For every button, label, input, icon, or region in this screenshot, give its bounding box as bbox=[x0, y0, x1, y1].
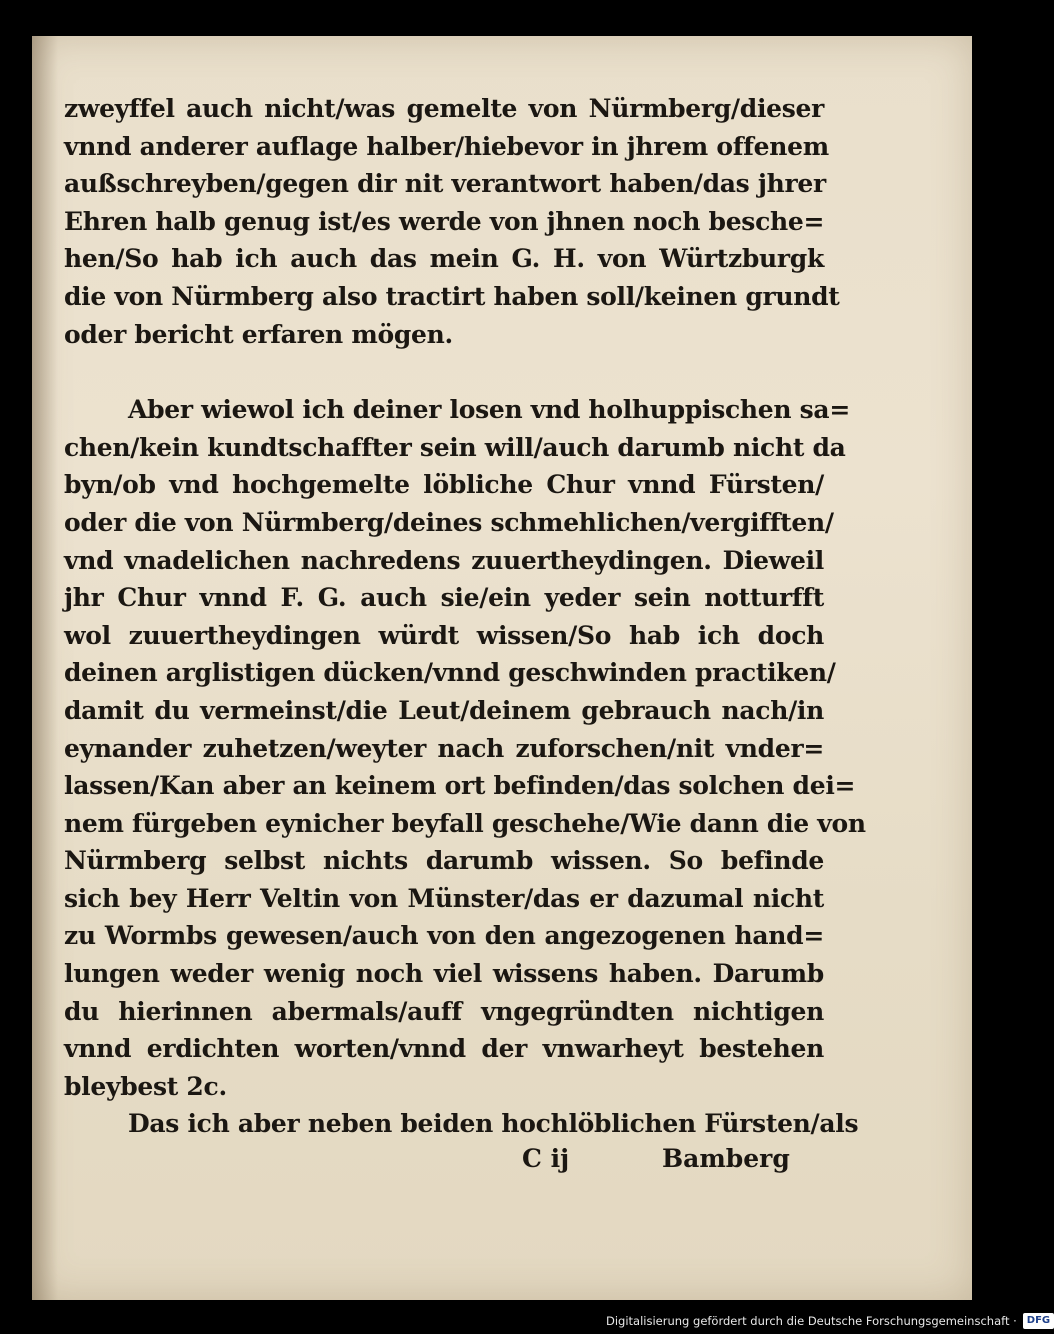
page-text-block bbox=[64, 90, 866, 1143]
text-line: eynander zuhetzen/weyter nach zuforschen/nit vnder= bbox=[64, 733, 824, 763]
text-line: vnnd anderer auflage halber/hiebevor in jhrem offenem bbox=[64, 131, 829, 161]
paragraph-gap bbox=[64, 353, 824, 391]
text-line: lassen/Kan aber an keinem ort befinden/das solchen dei= bbox=[64, 771, 856, 801]
text-line: byn/ob vnd hochgemelte löbliche Chur vnnd Fürsten/ bbox=[64, 470, 824, 500]
text-line: Nürmberg selbst nichts darumb wissen. So befinde bbox=[64, 846, 824, 876]
scanned-page bbox=[32, 36, 972, 1300]
text-line: nem fürgeben eynicher beyfall geschehe/Wie dann die von bbox=[64, 808, 866, 838]
text-line: chen/kein kundtschaffter sein will/auch darumb nicht da bbox=[64, 432, 846, 462]
text-line: Das ich aber neben beiden hochlöblichen Fürsten/als bbox=[128, 1109, 859, 1139]
text-line: Ehren halb genug ist/es werde von jhnen noch besche= bbox=[64, 206, 825, 236]
catchword: Bamberg bbox=[662, 1144, 790, 1173]
text-line: oder bericht erfaren mögen. bbox=[64, 319, 453, 349]
signature-mark: C ij bbox=[522, 1144, 570, 1173]
text-line: hen/So hab ich auch das mein G. H. von Würtzburgk bbox=[64, 244, 824, 274]
text-line: vnnd erdichten worten/vnnd der vnwarheyt bestehen bbox=[64, 1034, 824, 1064]
paragraph bbox=[64, 1105, 859, 1143]
text-line: zu Wormbs gewesen/auch von den angezogenen hand= bbox=[64, 921, 824, 951]
text-line: vnd vnadelichen nachredens zuuertheydingen. Dieweil bbox=[64, 545, 824, 575]
paragraph bbox=[64, 391, 866, 1105]
text-line: sich bey Herr Veltin von Münster/das er dazumal nicht bbox=[64, 883, 824, 913]
text-line: außschreyben/gegen dir nit verantwort haben/das jhrer bbox=[64, 169, 826, 199]
text-line: jhr Chur vnnd F. G. auch sie/ein yeder sein notturfft bbox=[64, 583, 824, 613]
text-line: damit du vermeinst/die Leut/deinem gebrauch nach/in bbox=[64, 695, 824, 725]
footer-credit bbox=[606, 1312, 1054, 1330]
funding-credit-text: Digitalisierung gefördert durch die Deutsche Forschungsgemeinschaft · bbox=[606, 1314, 1017, 1328]
text-line: oder die von Nürmberg/deines schmehlichen/vergifften/ bbox=[64, 507, 834, 537]
text-line: wol zuuertheydingen würdt wissen/So hab ich doch bbox=[64, 620, 824, 650]
text-line: Aber wiewol ich deiner losen vnd holhuppischen sa= bbox=[128, 395, 850, 425]
text-line: lungen weder wenig noch viel wissens haben. Darumb bbox=[64, 959, 824, 989]
text-line: zweyffel auch nicht/was gemelte von Nürmberg/dieser bbox=[64, 94, 824, 123]
paragraph bbox=[64, 90, 840, 353]
text-line: du hierinnen abermals/auff vngegründten nichtigen bbox=[64, 996, 824, 1026]
text-line: bleybest 2c. bbox=[64, 1071, 227, 1101]
text-line: die von Nürmberg also tractirt haben soll/keinen grundt bbox=[64, 281, 840, 311]
page-bottom-line bbox=[64, 1144, 824, 1188]
text-line: deinen arglistigen dücken/vnnd geschwinden practiken/ bbox=[64, 658, 836, 688]
dfg-logo: DFG bbox=[1023, 1313, 1054, 1329]
